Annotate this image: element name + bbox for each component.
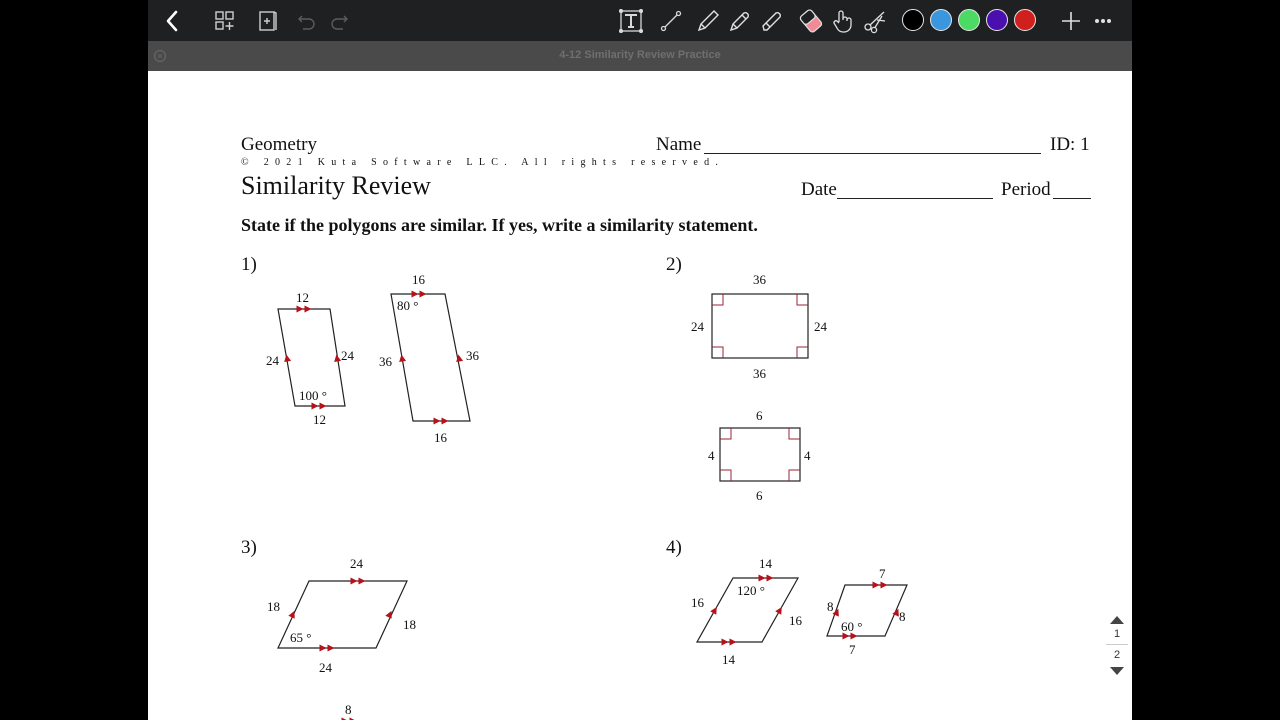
p2a-top-side: 36 xyxy=(753,272,766,287)
color-swatch-black[interactable] xyxy=(902,9,924,31)
app-window xyxy=(148,0,1132,720)
problem-4-number: 4) xyxy=(666,537,682,558)
p2a-right-side: 24 xyxy=(814,319,827,334)
subject-label: Geometry xyxy=(241,134,317,155)
page-navigator xyxy=(1104,612,1130,688)
p3b-top-side: 8 xyxy=(345,702,352,717)
document-title-bar xyxy=(148,41,1132,71)
page-2-button[interactable]: 2 xyxy=(1113,649,1121,661)
text-tool-icon[interactable] xyxy=(618,0,644,41)
p4a-bottom-side: 14 xyxy=(722,652,735,667)
p2a-bottom-side: 36 xyxy=(753,366,766,381)
thumbnails-icon[interactable] xyxy=(212,0,238,41)
p1b-right-side: 36 xyxy=(466,348,479,363)
worksheet-page xyxy=(148,71,1132,720)
p1a-left-side: 24 xyxy=(266,353,279,368)
problem-3-figure-a xyxy=(267,556,416,675)
undo-icon[interactable] xyxy=(296,0,318,41)
p4a-right-side: 16 xyxy=(789,613,802,628)
problem-3-number: 3) xyxy=(241,537,257,558)
p1b-top-side: 16 xyxy=(412,272,425,287)
color-swatch-green[interactable] xyxy=(958,9,980,31)
problem-2-figure-b xyxy=(708,408,811,503)
problem-4-figure-b xyxy=(827,566,907,657)
p3a-bottom-side: 24 xyxy=(319,660,332,675)
problem-3-figure-b xyxy=(342,702,357,720)
p2b-left-side: 4 xyxy=(708,448,715,463)
figures-canvas xyxy=(148,71,1132,720)
problem-1-figure-a xyxy=(266,290,355,427)
pen-icon[interactable] xyxy=(726,0,754,41)
scissors-icon[interactable] xyxy=(862,0,888,41)
page-1-button[interactable]: 1 xyxy=(1113,628,1121,640)
p1b-bottom-side: 16 xyxy=(434,430,447,445)
id-label: ID: 1 xyxy=(1050,134,1090,155)
more-button[interactable] xyxy=(1090,0,1116,41)
name-label: Name xyxy=(656,134,702,155)
redo-icon[interactable] xyxy=(328,0,350,41)
p2b-top-side: 6 xyxy=(756,408,763,423)
period-label: Period xyxy=(1001,179,1051,200)
p3a-angle: 65 ° xyxy=(290,630,312,645)
p2a-left-side: 24 xyxy=(691,319,704,334)
p3a-left-side: 18 xyxy=(267,599,280,614)
problem-1-figure-b xyxy=(379,272,480,445)
add-page-icon[interactable] xyxy=(256,0,280,41)
p4a-angle: 120 ° xyxy=(737,583,765,598)
p1b-angle: 80 ° xyxy=(397,298,419,313)
problem-2-figure-a xyxy=(691,272,828,381)
eraser-icon[interactable] xyxy=(796,0,826,41)
color-swatch-purple[interactable] xyxy=(986,9,1008,31)
toolbar xyxy=(148,0,1132,41)
color-swatch-blue[interactable] xyxy=(930,9,952,31)
p4b-angle: 60 ° xyxy=(841,619,863,634)
p1a-angle: 100 ° xyxy=(299,388,327,403)
document-title: 4-12 Similarity Review Practice xyxy=(559,49,721,61)
close-document-icon[interactable]: × xyxy=(154,50,166,62)
instructions: State if the polygons are similar. If yes, write a similarity statement. xyxy=(241,215,758,235)
problem-2-number: 2) xyxy=(666,254,682,275)
p4b-top-side: 7 xyxy=(879,566,886,581)
p4a-left-side: 16 xyxy=(691,595,704,610)
hand-icon[interactable] xyxy=(830,0,856,41)
p1a-right-side: 24 xyxy=(341,348,354,363)
p1b-left-side: 36 xyxy=(379,354,392,369)
highlighter-icon[interactable] xyxy=(758,0,786,41)
back-icon[interactable] xyxy=(158,0,186,41)
p1a-top-side: 12 xyxy=(296,290,309,305)
add-button[interactable] xyxy=(1058,0,1084,41)
p4b-left-side: 8 xyxy=(827,599,834,614)
next-page-icon[interactable] xyxy=(1110,667,1124,675)
line-tool-icon[interactable] xyxy=(658,0,684,41)
previous-page-icon[interactable] xyxy=(1110,616,1124,624)
copyright: © 2021 Kuta Software LLC. All rights reserved. xyxy=(241,157,725,168)
p4b-bottom-side: 7 xyxy=(849,642,856,657)
p2b-right-side: 4 xyxy=(804,448,811,463)
p4a-top-side: 14 xyxy=(759,556,772,571)
problem-1-number: 1) xyxy=(241,254,257,275)
date-label: Date xyxy=(801,179,837,200)
p3a-top-side: 24 xyxy=(350,556,363,571)
pencil-icon[interactable] xyxy=(694,0,722,41)
color-swatch-red[interactable] xyxy=(1014,9,1036,31)
worksheet-title: Similarity Review xyxy=(241,171,431,200)
problem-4-figure-a xyxy=(691,556,803,667)
p3a-right-side: 18 xyxy=(403,617,416,632)
p4b-right-side: 8 xyxy=(899,609,906,624)
p1a-bottom-side: 12 xyxy=(313,412,326,427)
p2b-bottom-side: 6 xyxy=(756,488,763,503)
